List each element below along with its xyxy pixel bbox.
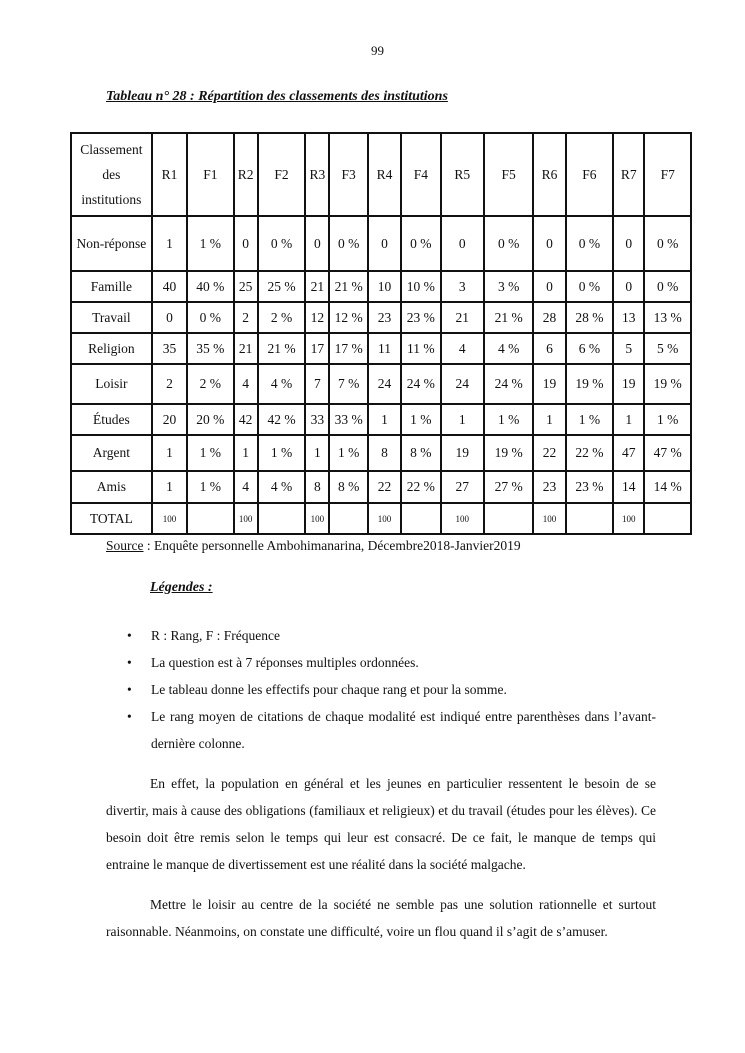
table-cell: 22 [368, 471, 401, 503]
table-cell: 2 % [258, 302, 305, 333]
table-cell: 100 [533, 503, 565, 534]
table-cell [484, 503, 533, 534]
table-cell: 3 % [484, 271, 533, 302]
row-label-cell: Loisir [71, 364, 152, 404]
source-label: Source [106, 538, 144, 553]
table-cell: 19 % [566, 364, 613, 404]
table-cell: 42 % [258, 404, 305, 435]
table-cell: R6 [533, 133, 565, 216]
table-cell: 8 [368, 435, 401, 471]
table-cell: F3 [329, 133, 367, 216]
table-cell: R2 [234, 133, 258, 216]
table-row [71, 271, 691, 302]
table-cell: 0 [613, 216, 644, 271]
table-cell: 33 [305, 404, 329, 435]
table-cell: 47 % [644, 435, 691, 471]
table-cell: 0 [234, 216, 258, 271]
legend-item-text: Le rang moyen de citations de chaque modalité est indiqué entre parenthèses dans l’avant-dernière colonne. [151, 709, 656, 751]
table-cell: 33 % [329, 404, 367, 435]
legend-item-text: La question est à 7 réponses multiples ordonnées. [151, 655, 419, 670]
body-paragraph: En effet, la population en général et les jeunes en particulier ressentent le besoin de se divertir, mais à cause des obligations (familiaux et religieux) et du travail (études pour les élèves). Ce besoin doit être remis selon le temps qui leur est consacré. De ce fait, le manque de temps qui entraine le manque de divertissement est une réalité dans la société malgache. [106, 776, 656, 872]
table-cell: 0 % [566, 271, 613, 302]
table-cell: 19 [441, 435, 484, 471]
row-label-cell: Argent [71, 435, 152, 471]
table-cell: 21 % [258, 333, 305, 364]
table-cell: 0 [441, 216, 484, 271]
table-cell: 40 % [187, 271, 233, 302]
table-cell: 23 [368, 302, 401, 333]
source-text: : Enquête personnelle Ambohimanarina, Décembre2018-Janvier2019 [143, 538, 521, 553]
table-cell: 13 % [644, 302, 691, 333]
page-number: 99 [371, 43, 384, 58]
table-cell: 2 [234, 302, 258, 333]
table-cell: 14 [613, 471, 644, 503]
table-cell: 3 [441, 271, 484, 302]
table-cell: 0 % [484, 216, 533, 271]
table-cell: 35 [152, 333, 187, 364]
table-cell: 1 [152, 216, 187, 271]
table-cell: 100 [152, 503, 187, 534]
table-cell: 12 % [329, 302, 367, 333]
table-cell: 100 [234, 503, 258, 534]
table-cell: 23 % [566, 471, 613, 503]
table-cell: 10 [368, 271, 401, 302]
table-cell: 100 [305, 503, 329, 534]
table-cell: 21 % [329, 271, 367, 302]
table-cell: 24 % [401, 364, 440, 404]
table-cell: R3 [305, 133, 329, 216]
bullet-icon: • [127, 682, 132, 697]
legend-item [106, 622, 656, 649]
table-cell: 20 [152, 404, 187, 435]
table-cell: 1 % [401, 404, 440, 435]
row-label-cell: Non-réponse [71, 216, 152, 271]
table-cell: 0 % [401, 216, 440, 271]
table-cell: 0 [613, 271, 644, 302]
table-cell: 19 % [484, 435, 533, 471]
bullet-icon: • [127, 709, 132, 724]
legend-list [106, 622, 656, 757]
table-cell: 8 % [329, 471, 367, 503]
table-cell: 0 [368, 216, 401, 271]
table-cell: 1 % [187, 216, 233, 271]
legend-title: Légendes : [150, 580, 213, 595]
table-cell: 12 [305, 302, 329, 333]
table-cell: 24 [441, 364, 484, 404]
row-label-cell: Classement des institutions [71, 133, 152, 216]
table-cell: R1 [152, 133, 187, 216]
table-cell: 1 [368, 404, 401, 435]
table-cell: 0 % [258, 216, 305, 271]
table-cell: 11 [368, 333, 401, 364]
table-header-row [71, 133, 691, 216]
source-note [106, 538, 521, 554]
table-cell: 17 [305, 333, 329, 364]
table-cell: 21 [305, 271, 329, 302]
table-cell: 0 [305, 216, 329, 271]
table-cell: 1 % [187, 435, 233, 471]
table-cell: 2 [152, 364, 187, 404]
table-cell: 21 % [484, 302, 533, 333]
table-cell: 0 % [329, 216, 367, 271]
table-cell: 20 % [187, 404, 233, 435]
table-cell: 1 [152, 471, 187, 503]
table-cell: 10 % [401, 271, 440, 302]
table-cell: 4 % [484, 333, 533, 364]
table-cell: 1 [613, 404, 644, 435]
table-cell: 1 % [644, 404, 691, 435]
table-cell: F2 [258, 133, 305, 216]
table-cell: 27 [441, 471, 484, 503]
table-cell: 7 % [329, 364, 367, 404]
row-label-cell: Travail [71, 302, 152, 333]
table-cell: F6 [566, 133, 613, 216]
table-cell: 7 [305, 364, 329, 404]
table-cell: 27 % [484, 471, 533, 503]
table-cell: 1 % [187, 471, 233, 503]
bullet-icon: • [127, 655, 132, 670]
table-cell: 14 % [644, 471, 691, 503]
table-row [71, 333, 691, 364]
table-cell: 1 [234, 435, 258, 471]
table-cell: 22 % [401, 471, 440, 503]
table-cell: 11 % [401, 333, 440, 364]
table-cell [187, 503, 233, 534]
legend-item [106, 649, 656, 676]
table-cell: 23 % [401, 302, 440, 333]
table-cell: 4 [234, 471, 258, 503]
table-cell: 4 [441, 333, 484, 364]
legend-item-text: Le tableau donne les effectifs pour chaque rang et pour la somme. [151, 682, 507, 697]
row-label-cell: TOTAL [71, 503, 152, 534]
table-cell: 28 [533, 302, 565, 333]
legend-item [106, 703, 656, 757]
table-row [71, 302, 691, 333]
table-cell: 100 [613, 503, 644, 534]
table-cell [566, 503, 613, 534]
distribution-table [70, 132, 692, 535]
table-cell: 1 [305, 435, 329, 471]
table-cell: 35 % [187, 333, 233, 364]
table-cell: 0 % [566, 216, 613, 271]
table-cell: R4 [368, 133, 401, 216]
table-cell: 4 [234, 364, 258, 404]
table-cell: 13 [613, 302, 644, 333]
table-row [71, 216, 691, 271]
row-label-cell: Famille [71, 271, 152, 302]
table-cell: 19 % [644, 364, 691, 404]
table-cell [401, 503, 440, 534]
table-cell: 47 [613, 435, 644, 471]
table-cell: 17 % [329, 333, 367, 364]
table-cell: 25 [234, 271, 258, 302]
table-cell: R5 [441, 133, 484, 216]
table-cell [329, 503, 367, 534]
body-paragraph: Mettre le loisir au centre de la société ne semble pas une solution rationnelle et surtout raisonnable. Néanmoins, on constate une difficulté, voire un flou quand il s’agit de s’amuser. [106, 897, 656, 939]
table-cell: 40 [152, 271, 187, 302]
table-cell: 100 [368, 503, 401, 534]
table-cell [644, 503, 691, 534]
table-cell: 0 % [644, 271, 691, 302]
table-cell: 42 [234, 404, 258, 435]
row-label-cell: Études [71, 404, 152, 435]
table-cell: 0 % [644, 216, 691, 271]
legend-item-text: R : Rang, F : Fréquence [151, 628, 280, 643]
table-cell: F4 [401, 133, 440, 216]
table-cell: F1 [187, 133, 233, 216]
table-cell: 4 % [258, 471, 305, 503]
table-total-row [71, 503, 691, 534]
table-cell: 5 [613, 333, 644, 364]
table-row [71, 404, 691, 435]
table-cell: 19 [613, 364, 644, 404]
table-cell: 2 % [187, 364, 233, 404]
table-cell: 1 % [566, 404, 613, 435]
table-cell: 0 [533, 271, 565, 302]
table-cell: 22 [533, 435, 565, 471]
table-cell: F7 [644, 133, 691, 216]
table-cell: 24 % [484, 364, 533, 404]
table-row [71, 364, 691, 404]
table-cell: 21 [234, 333, 258, 364]
table-cell: 28 % [566, 302, 613, 333]
table-cell: 1 [441, 404, 484, 435]
table-cell: 1 % [329, 435, 367, 471]
table-cell: 25 % [258, 271, 305, 302]
table-cell: 0 [152, 302, 187, 333]
table-cell: 24 [368, 364, 401, 404]
bullet-icon: • [127, 628, 132, 643]
table-cell: 1 [533, 404, 565, 435]
table-cell: 0 [533, 216, 565, 271]
table-cell: 1 % [484, 404, 533, 435]
table-cell: 22 % [566, 435, 613, 471]
table-cell: 6 [533, 333, 565, 364]
table-cell: F5 [484, 133, 533, 216]
table-cell: 1 [152, 435, 187, 471]
row-label-cell: Religion [71, 333, 152, 364]
table-row [71, 435, 691, 471]
table-cell [258, 503, 305, 534]
row-label-cell: Amis [71, 471, 152, 503]
table-title: Tableau n° 28 : Répartition des classements des institutions [106, 89, 448, 104]
table-cell: 8 % [401, 435, 440, 471]
table-cell: 6 % [566, 333, 613, 364]
table-row [71, 471, 691, 503]
table-cell: 21 [441, 302, 484, 333]
table-cell: 100 [441, 503, 484, 534]
table-cell: R7 [613, 133, 644, 216]
table-cell: 23 [533, 471, 565, 503]
table-cell: 0 % [187, 302, 233, 333]
table-cell: 1 % [258, 435, 305, 471]
table-cell: 5 % [644, 333, 691, 364]
table-cell: 19 [533, 364, 565, 404]
table-cell: 8 [305, 471, 329, 503]
legend-item [106, 676, 656, 703]
table-cell: 4 % [258, 364, 305, 404]
